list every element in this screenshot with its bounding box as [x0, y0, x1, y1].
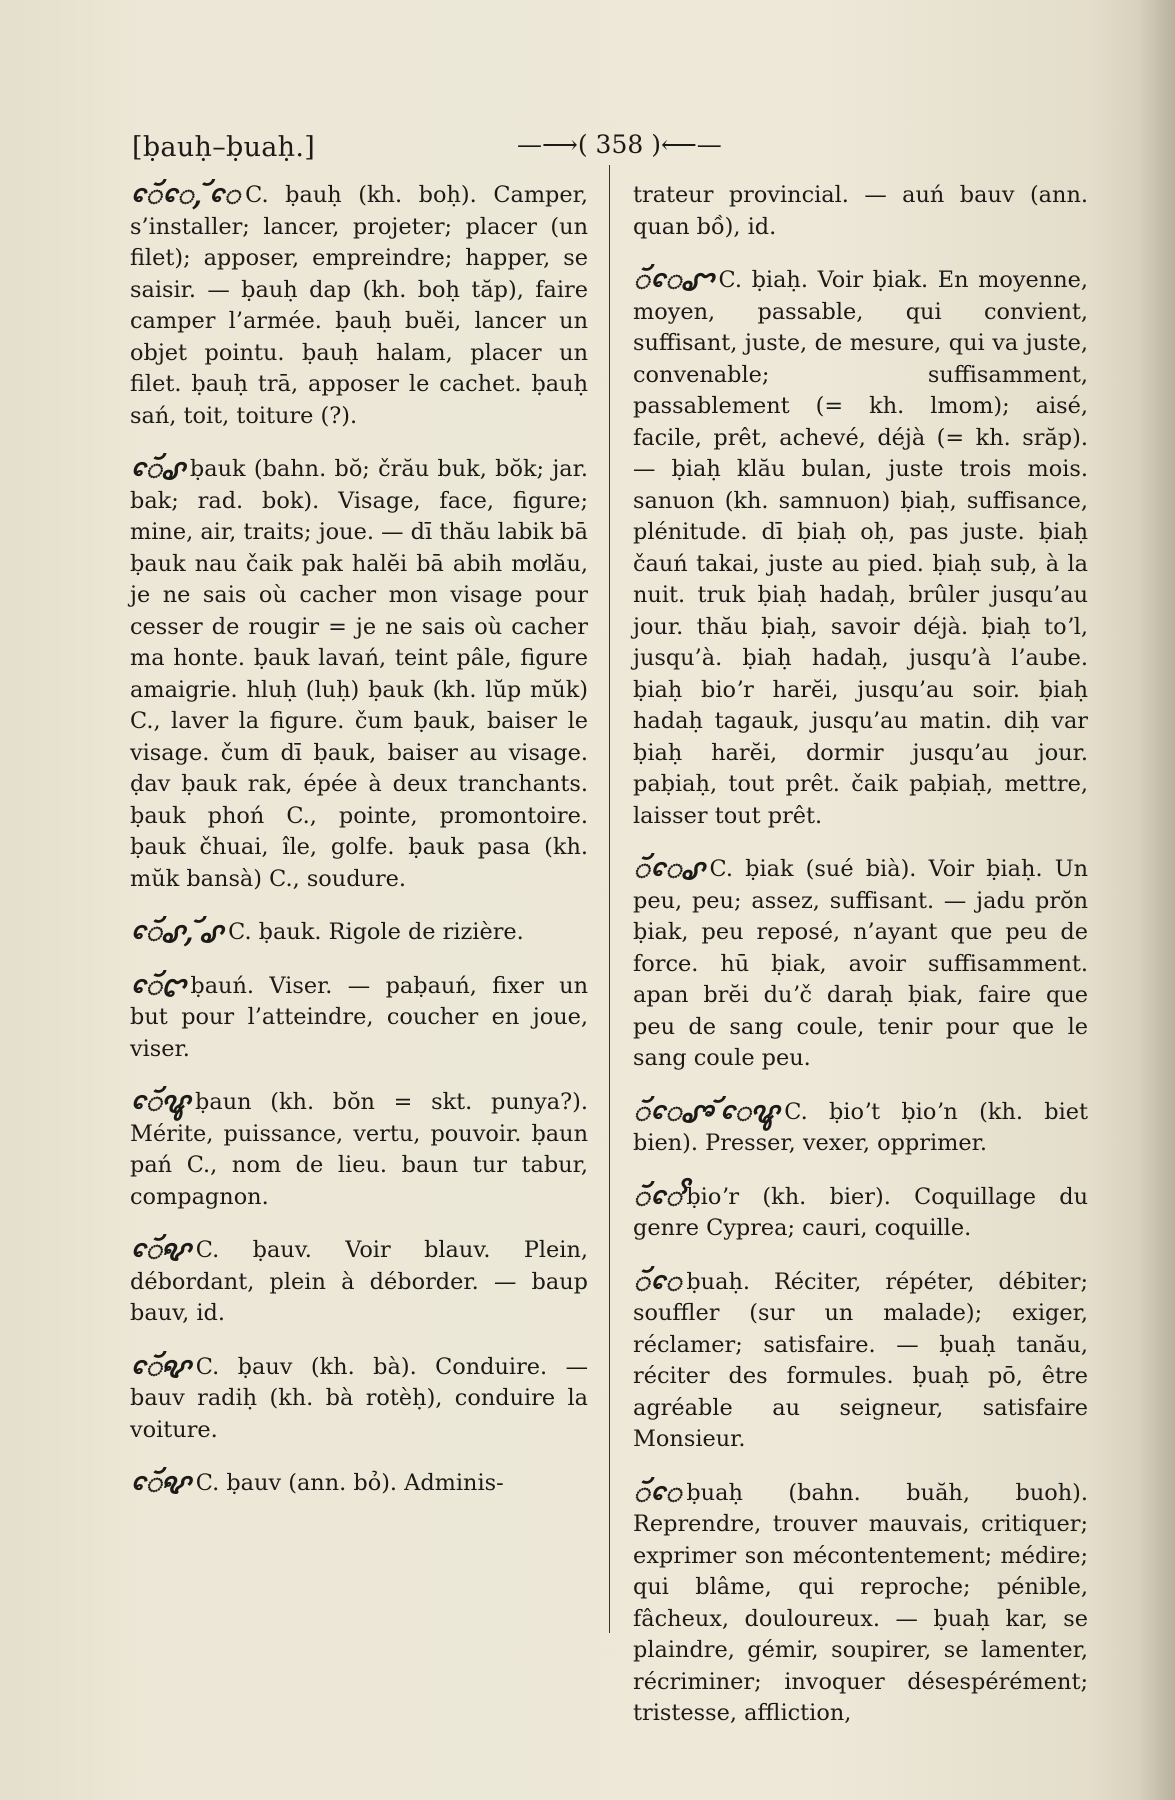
- page-header: [132, 132, 1062, 172]
- dictionary-entry: [633, 265, 1088, 832]
- cham-script-headword: ꨮꨯꨣ: [633, 853, 704, 886]
- entry-text: C. ḅiak (sué bià). Voir ḅiaḥ. Un peu, peu; assez, suffisant. — jadu prŏn ḅiak, peu reposé, n’ayant que peu de force. hū ḅiak, avoir suffisamment. apan brĕi duʼč daraḥ ḅiak, faire que peu de sang coule, tenir pour que le sang coule peu.: [633, 856, 1088, 1071]
- dictionary-entry: [130, 1468, 588, 1500]
- entry-text: ḅuaḥ. Réciter, répéter, débiter; souffler (sur un malade); exiger, réclamer; satisfaire. — ḅuaḥ tanău, réciter des formules. ḅuaḥ pō, être agréable au seigneur, satisfaire Monsieur.: [633, 1268, 1088, 1452]
- entry-text: C. ḅauḥ (kh. boḥ). Camper, s’installer; lancer, projeter; placer (un filet); apposer, empreindre; happer, se saisir. — ḅauḥ dap (kh. boḥ tăp), faire camper l’armée. ḅauḥ buĕi, lancer un objet pointu. ḅauḥ halam, placer un filet. ḅauḥ trā, apposer le cachet. ḅauḥ sań, toit, toiture (?).: [130, 182, 588, 429]
- column-divider: [609, 165, 610, 1633]
- page-spine-shadow: [1139, 0, 1175, 1800]
- cham-script-headword: ꨮꨯꨨ ꨮꨯꨥ: [633, 1095, 779, 1129]
- dictionary-entry: [633, 180, 1088, 243]
- dictionary-entry: [130, 1235, 588, 1330]
- dictionary-entry: [130, 971, 588, 1066]
- cham-script-headword: ꨯꨮꨦ: [130, 1350, 190, 1384]
- cham-script-headword: ꨯꨮꨣ: [130, 453, 184, 486]
- cham-script-headword: ꨮꨯ: [633, 1476, 681, 1510]
- cham-script-headword: ꨮꨯꨩ: [633, 1180, 681, 1214]
- dictionary-entry: [130, 180, 588, 432]
- cham-script-headword: ꨯꨮꨯ, ꨮꨯ: [130, 179, 240, 212]
- cham-script-headword: ꨮꨯ: [633, 1265, 681, 1299]
- entry-text: C. ḅauv. Voir blauv. Plein, débordant, plein à déborder. — baup bauv, id.: [130, 1237, 588, 1326]
- dictionary-entry: [633, 1182, 1088, 1245]
- entry-text: C. ḅioʼt ḅioʼn (kh. biet bien). Presser, vexer, opprimer.: [633, 1098, 1088, 1156]
- dictionary-entry: [633, 1478, 1088, 1730]
- cham-script-headword: ꨮꨯꨧ: [633, 264, 713, 297]
- dictionary-entry: [130, 454, 588, 895]
- page-number: —⟶( 358 )⟵—: [517, 130, 722, 159]
- entry-text: ḅauk (bahn. bŏ; črău buk, bŏk; jar. bak; rad. bok). Visage, face, figure; mine, air, traits; joue. — dī thău labik bā ḅauk nau čaik pak halĕi bā abih mơlău, je ne sais où cacher mon visage pour cesser de rougir = je ne sais où cacher ma honte. ḅauk lavań, teint pâle, figure amaigrie. hluḥ (luḥ) ḅauk (kh. lŭp mŭk) C., laver la figure. čum ḅauk, baiser le visage. čum dī ḅauk, baiser au visage. ḍav ḅauk rak, épée à deux tranchants. ḅauk phoń C., pointe, promontoire. ḅauk čhuai, île, golfe. ḅauk pasa (kh. mŭk bansà) C., soudure.: [130, 456, 588, 892]
- left-column: [130, 180, 588, 1522]
- entry-text: ḅaun (kh. bŏn = skt. punya?). Mérite, puissance, vertu, pouvoir. ḅaun pań C., nom de lieu. baun tur tabur, compagnon.: [130, 1089, 588, 1210]
- dictionary-entry: [130, 1087, 588, 1213]
- entry-text: C. ḅauk. Rigole de rizière.: [228, 919, 524, 945]
- dictionary-entry: [633, 1097, 1088, 1160]
- cham-script-headword: ꨯꨮꨦ: [130, 1467, 190, 1500]
- entry-text: ḅioʼr (kh. bier). Coquillage du genre Cyprea; cauri, coquille.: [633, 1183, 1088, 1241]
- dictionary-entry: [130, 917, 588, 949]
- cham-script-headword: ꨯꨮꨣ, ꨮꨣ: [130, 916, 223, 949]
- right-column: [633, 180, 1088, 1752]
- cham-script-headword: ꨯꨮꨥ: [130, 1086, 190, 1119]
- cham-script-headword: ꨯꨮꨦ: [130, 1234, 190, 1267]
- entry-text: trateur provincial. — auń bauv (ann. quan bồ), id.: [633, 182, 1088, 240]
- running-head: [ḅauḥ–ḅuaḥ.]: [132, 132, 316, 163]
- entry-text: ḅuaḥ (bahn. buăh, buoh). Reprendre, trouver mauvais, critiquer; exprimer son mécontentement; médire; qui blâme, qui reproche; pénible, fâcheux, douloureux. — ḅuaḥ kar, se plaindre, gémir, soupirer, se lamenter, récriminer; invoquer désespérément; tristesse, affliction,: [633, 1479, 1088, 1726]
- entry-text: ḅauń. Viser. — paḅauń, fixer un but pour l’atteindre, coucher en joue, viser.: [130, 972, 588, 1062]
- dictionary-entry: [130, 1352, 588, 1447]
- entry-text: C. ḅauv (kh. bà). Conduire. — bauv radiḥ (kh. bà rotèḥ), conduire la voiture.: [130, 1353, 588, 1443]
- dictionary-entry: [633, 1267, 1088, 1456]
- dictionary-entry: [633, 854, 1088, 1075]
- entry-text: C. ḅiaḥ. Voir ḅiak. En moyenne, moyen, passable, qui convient, suffisant, juste, de mesure, qui va juste, convenable; suffisamment, passablement (= kh. lmom); aisé, facile, prêt, achevé, déjà (= kh. srăp). — ḅiaḥ klău bulan, juste trois mois. sanuon (kh. samnuon) ḅiaḥ, suffisance, plénitude. dī ḅiaḥ oḥ, pas juste. ḅiaḥ čauń takai, juste au pied. ḅiaḥ suḅ, à la nuit. truk ḅiaḥ hadaḥ, brûler jusqu’au jour. thău ḅiaḥ, savoir déjà. ḅiaḥ toʼl, jusqu’à. ḅiaḥ hadaḥ, jusqu’à l’aube. ḅiaḥ bioʼr harĕi, jusqu’au soir. ḅiaḥ hadaḥ tagauk, jusqu’au matin. diḥ var ḅiaḥ harĕi, dormir jusqu’au jour. paḅiaḥ, tout prêt. čaik paḅiaḥ, mettre, laisser tout prêt.: [633, 267, 1088, 829]
- entry-text: C. ḅauv (ann. bỏ). Adminis-: [195, 1470, 504, 1496]
- cham-script-headword: ꨯꨮꨤ: [130, 969, 185, 1003]
